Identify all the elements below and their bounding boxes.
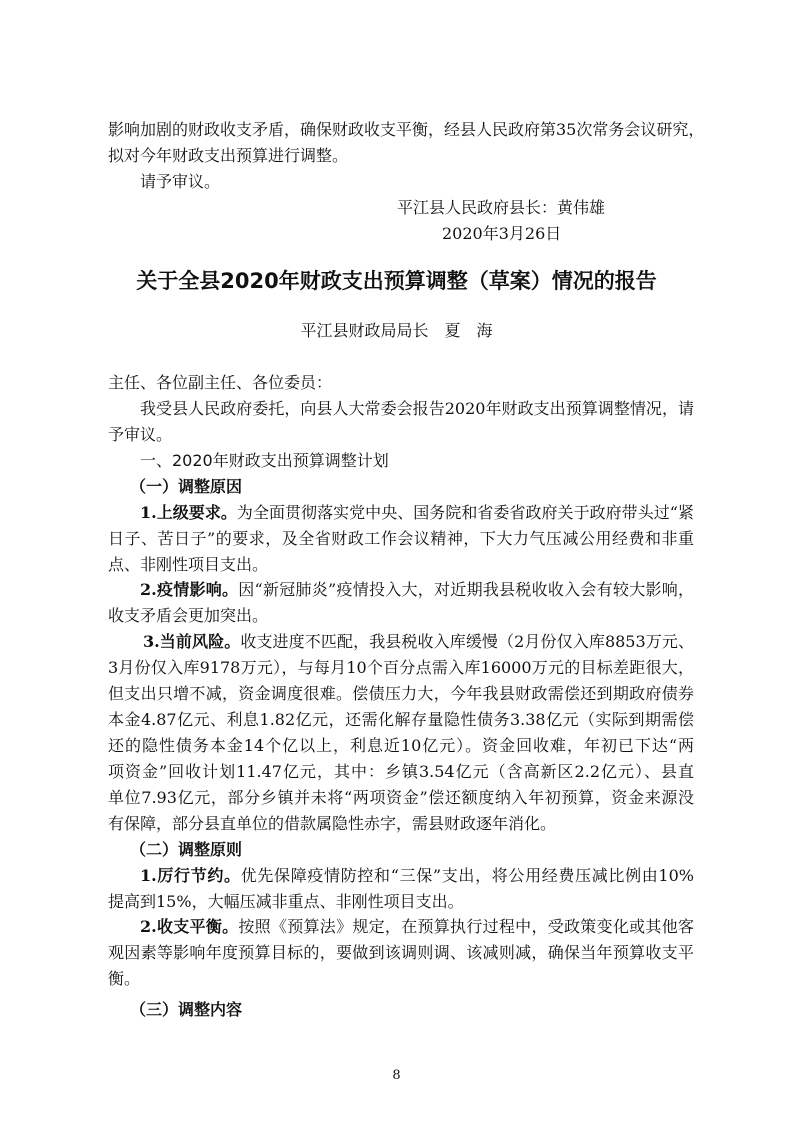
paragraph-line: 本金4.87亿元、利息1.82亿元，还需化解存量隐性债务3.38亿元（实际到期需偿 [108,710,694,729]
paragraph-line: 衡。 [108,969,141,988]
paragraph-line: 观因素等影响年度预算目标的，要做到该调则调、该减则减，确保当年预算收支平 [108,943,694,962]
paragraph-line: 提高到15%，大幅压减非重点、非刚性项目支出。 [108,892,464,911]
paragraph-lead: 1.厉行节约。 [140,866,241,885]
intro-line: 影响加剧的财政收支矛盾，确保财政收支平衡，经县人民政府第35次常务会议研究， [108,120,705,139]
opening-line: 我受县人民政府委托，向县人大常委会报告2020年财政支出预算调整情况，请 [140,399,694,418]
paragraph-line: 1.厉行节约。优先保障疫情防控和“三保”支出，将公用经费压减比例由10% [140,866,694,885]
paragraph-line: 单位7.93亿元，部分乡镇并未将“两项资金”偿还额度纳入年初预算，资金来源没 [108,788,694,807]
paragraph-lead: 2.收支平衡。 [140,917,239,936]
page-number: 8 [392,1068,401,1083]
salutation: 主任、各位副主任、各位委员： [108,373,333,392]
date: 2020年3月26日 [442,224,562,243]
subsection-heading: （三）调整内容 [130,1000,243,1019]
paragraph-line: 3月份仅入库9178万元），与每月10个百分点需入库16000万元的目标差距很大， [108,658,694,677]
paragraph-line: 点、非刚性项目支出。 [108,555,269,574]
opening-line: 予审议。 [108,425,173,444]
paragraph-line: 还的隐性债务本金14个亿以上，利息近10亿元）。资金回收难，年初已下达“两 [108,736,694,755]
signature: 平江县人民政府县长：黄伟雄 [397,198,606,217]
intro-line: 拟对今年财政支出预算进行调整。 [108,146,349,165]
report-author: 平江县财政局局长 夏 海 [300,321,493,340]
paragraph-lead: 3.当前风险。 [143,632,241,651]
paragraph-line: 项资金”回收计划11.47亿元，其中：乡镇3.54亿元（含高新区2.2亿元）、县直 [108,762,694,781]
paragraph-line: 但支出只增不减，资金调度很难。偿债压力大，今年我县财政需偿还到期政府债券 [108,684,694,703]
paragraph-line: 日子、苦日子”的要求，及全省财政工作会议精神，下大力气压减公用经费和非重 [108,529,694,548]
paragraph-line: 3.当前风险。收支进度不匹配，我县税收入库缓慢（2月份仅入库8853万元、 [143,632,694,651]
subsection-heading: （一）调整原因 [130,477,243,496]
paragraph-line: 收支矛盾会更加突出。 [108,606,269,625]
subsection-heading: （二）调整原则 [130,840,243,859]
paragraph-line: 2.收支平衡。按照《预算法》规定，在预算执行过程中，受政策变化或其他客 [140,917,694,936]
paragraph-lead: 1.上级要求。 [140,503,237,522]
report-title: 关于全县2020年财政支出预算调整（草案）情况的报告 [136,269,657,293]
section-heading: 一、2020年财政支出预算调整计划 [140,451,389,470]
paragraph-line: 有保障，部分县直单位的借款属隐性赤字，需县财政逐年消化。 [108,814,557,833]
paragraph-line: 2.疫情影响。因“新冠肺炎”疫情投入大，对近期我县税收收入会有较大影响， [140,580,694,599]
paragraph-lead: 2.疫情影响。 [140,580,239,599]
paragraph-line: 1.上级要求。为全面贯彻落实党中央、国务院和省委省政府关于政府带头过“紧 [140,503,694,522]
request-text: 请予审议。 [140,172,221,191]
